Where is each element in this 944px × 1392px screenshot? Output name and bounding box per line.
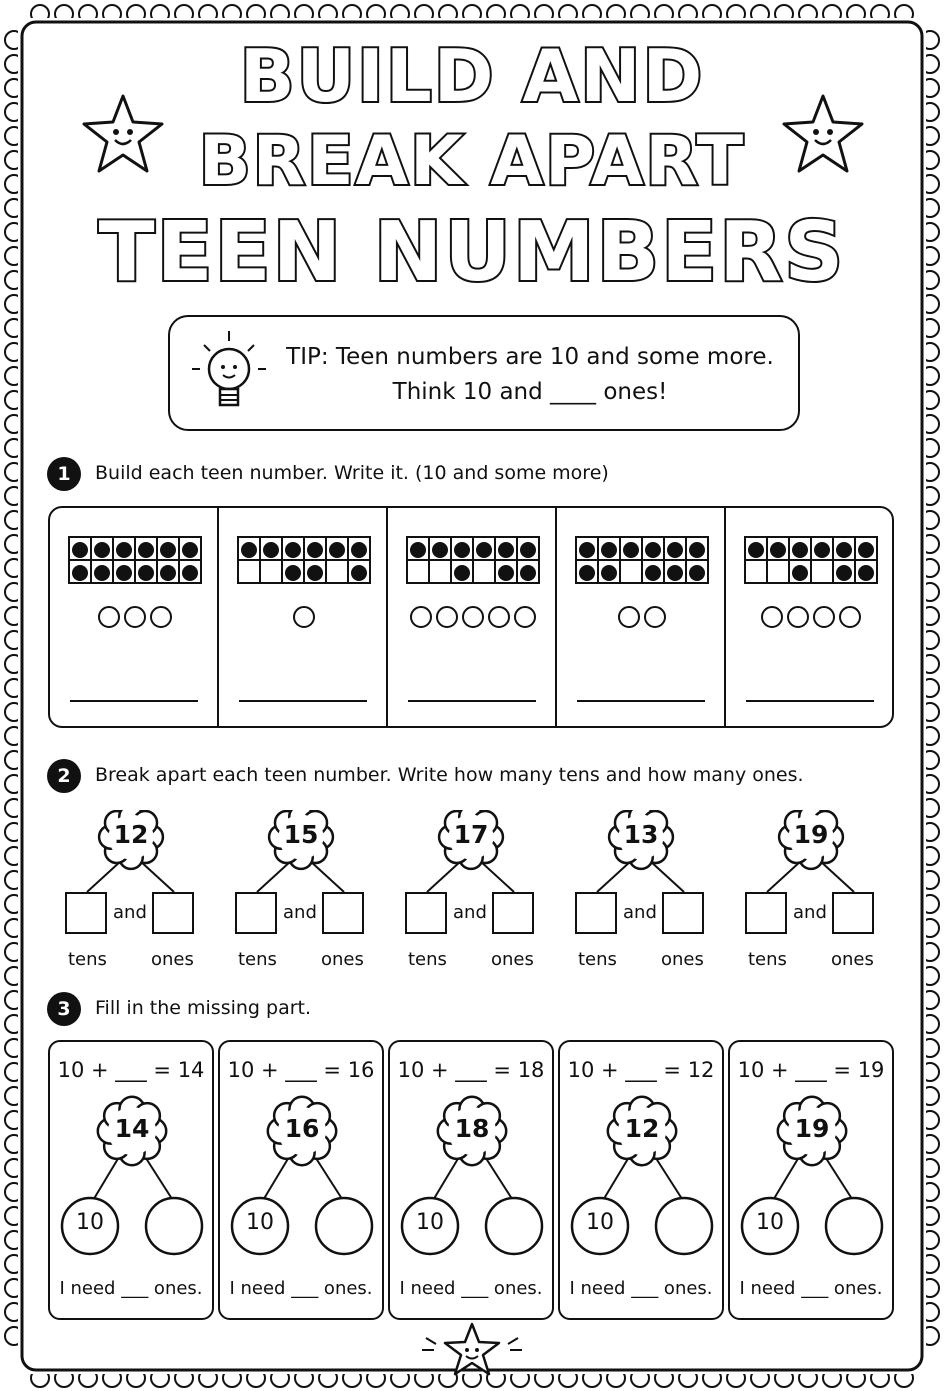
break-apart-item — [217, 810, 387, 980]
build-item — [50, 508, 219, 726]
one-circle — [618, 606, 640, 628]
counter-dot — [814, 542, 830, 558]
one-circle — [761, 606, 783, 628]
ten-frame-cell — [576, 537, 598, 560]
ten-frame-cell — [282, 560, 304, 583]
one-circle — [462, 606, 484, 628]
section-1-instruction: Build each teen number. Write it. (10 and some more) — [95, 462, 609, 484]
tip-line-1: TIP: Teen numbers are 10 and some more. — [286, 344, 774, 370]
ten-frame-cell — [135, 537, 157, 560]
ones-box[interactable] — [152, 892, 194, 934]
counter-dot — [72, 565, 88, 581]
ten-frame-cell — [855, 537, 877, 560]
ten-frame-cell — [179, 560, 201, 583]
counter-dot — [579, 565, 595, 581]
counter-dot — [476, 542, 492, 558]
answer-line[interactable] — [70, 700, 198, 702]
teen-number: 12 — [113, 820, 149, 849]
answer-line[interactable] — [746, 700, 874, 702]
part-number: 10 — [756, 1210, 784, 1235]
ten-frame-cell — [429, 537, 451, 560]
ten-frame-cell — [238, 560, 260, 583]
ten-frame — [237, 536, 371, 584]
section-3-instruction: Fill in the missing part. — [95, 997, 312, 1019]
ten-frame-cell — [811, 537, 833, 560]
ones-box[interactable] — [492, 892, 534, 934]
tens-box[interactable] — [745, 892, 787, 934]
counter-dot — [241, 542, 257, 558]
counter-dot — [623, 542, 639, 558]
smiling-star-icon-right — [778, 92, 868, 177]
ten-frame-cell — [260, 537, 282, 560]
and-label: and — [453, 902, 487, 923]
ten-frame-cell — [238, 537, 260, 560]
ten-frame-cell — [495, 560, 517, 583]
equation[interactable]: 10 + ___ = 12 — [567, 1058, 715, 1082]
ten-frame-cell — [179, 537, 201, 560]
ten-frame-cell — [517, 537, 539, 560]
whole-number: 12 — [624, 1114, 660, 1143]
teen-number: 13 — [623, 820, 659, 849]
ten-frame-cell — [473, 537, 495, 560]
one-circle — [488, 606, 510, 628]
ones-box[interactable] — [662, 892, 704, 934]
ten-frame-cell — [664, 537, 686, 560]
section-2-badge: 2 — [47, 759, 81, 793]
ten-frame-cell — [833, 537, 855, 560]
counter-dot — [858, 565, 874, 581]
build-item — [557, 508, 726, 726]
i-need-text[interactable]: I need ___ ones. — [59, 1278, 203, 1299]
i-need-text[interactable]: I need ___ ones. — [399, 1278, 543, 1299]
whole-number: 14 — [114, 1114, 150, 1143]
extra-ones — [388, 606, 557, 632]
i-need-text[interactable]: I need ___ ones. — [739, 1278, 883, 1299]
tens-label: tens — [238, 949, 277, 970]
ten-frame-cell — [326, 537, 348, 560]
ten-frame-cell — [157, 560, 179, 583]
ten-frame-cell — [620, 537, 642, 560]
ten-frame-cell — [686, 537, 708, 560]
section-3-badge: 3 — [47, 992, 81, 1026]
section-2-instruction: Break apart each teen number. Write how many tens and how many ones. — [95, 764, 804, 786]
counter-dot — [836, 542, 852, 558]
title-line-3: TEEN NUMBERS — [98, 205, 846, 300]
counter-dot — [138, 565, 154, 581]
ten-frame-cell — [833, 560, 855, 583]
counter-dot — [454, 542, 470, 558]
ten-frame-cell — [745, 560, 767, 583]
ten-frame-cell — [451, 537, 473, 560]
counter-dot — [645, 565, 661, 581]
one-circle — [293, 606, 315, 628]
tip-line-2: Think 10 and ____ ones! — [392, 379, 668, 405]
and-label: and — [113, 902, 147, 923]
tens-box[interactable] — [575, 892, 617, 934]
ten-frame-cell — [113, 560, 135, 583]
ten-frame — [406, 536, 540, 584]
part-number: 10 — [416, 1210, 444, 1235]
one-circle — [410, 606, 432, 628]
part-whole-diagram — [220, 1042, 382, 1318]
one-circle — [150, 606, 172, 628]
counter-dot — [182, 542, 198, 558]
ten-frame-cell — [517, 560, 539, 583]
tens-box[interactable] — [235, 892, 277, 934]
tens-label: tens — [748, 949, 787, 970]
tens-label: tens — [68, 949, 107, 970]
build-numbers-panel — [48, 506, 894, 728]
equation[interactable]: 10 + ___ = 16 — [227, 1058, 375, 1082]
missing-part-card — [388, 1040, 554, 1320]
counter-dot — [351, 565, 367, 581]
ten-frame-cell — [598, 560, 620, 583]
counter-dot — [285, 565, 301, 581]
part-number: 10 — [76, 1210, 104, 1235]
one-circle — [98, 606, 120, 628]
counter-dot — [116, 542, 132, 558]
ten-frame-cell — [767, 560, 789, 583]
whole-number: 16 — [284, 1114, 320, 1143]
counter-dot — [160, 542, 176, 558]
ten-frame-cell — [767, 537, 789, 560]
ten-frame-cell — [473, 560, 495, 583]
ten-frame-cell — [348, 560, 370, 583]
counter-dot — [454, 565, 470, 581]
answer-line[interactable] — [239, 700, 367, 702]
title-line-1: BUILD AND — [239, 34, 705, 118]
counter-dot — [263, 542, 279, 558]
ten-frame-cell — [451, 560, 473, 583]
counter-dot — [160, 565, 176, 581]
counter-dot — [667, 565, 683, 581]
counter-dot — [770, 542, 786, 558]
break-apart-item — [387, 810, 557, 980]
and-label: and — [283, 902, 317, 923]
ten-frame-cell — [260, 560, 282, 583]
answer-line[interactable] — [577, 700, 705, 702]
extra-ones — [726, 606, 894, 632]
ten-frame-cell — [157, 537, 179, 560]
ten-frame-cell — [91, 560, 113, 583]
smiling-star-icon-left — [78, 92, 168, 177]
ten-frame-cell — [326, 560, 348, 583]
ten-frame-cell — [664, 560, 686, 583]
equation[interactable]: 10 + ___ = 19 — [737, 1058, 885, 1082]
ten-frame-cell — [91, 537, 113, 560]
ten-frame — [575, 536, 709, 584]
missing-part-card — [48, 1040, 214, 1320]
counter-dot — [498, 542, 514, 558]
counter-dot — [836, 565, 852, 581]
whole-number: 18 — [454, 1114, 490, 1143]
one-circle — [839, 606, 861, 628]
tens-label: tens — [578, 949, 617, 970]
ten-frame-cell — [135, 560, 157, 583]
ten-frame-cell — [304, 537, 326, 560]
equation[interactable]: 10 + ___ = 18 — [397, 1058, 545, 1082]
ten-frame-cell — [282, 537, 304, 560]
break-apart-item — [557, 810, 727, 980]
i-need-text[interactable]: I need ___ ones. — [229, 1278, 373, 1299]
ones-label: ones — [491, 949, 534, 970]
counter-dot — [601, 565, 617, 581]
ten-frame-cell — [429, 560, 451, 583]
counter-dot — [579, 542, 595, 558]
build-item — [726, 508, 894, 726]
ten-frame-cell — [686, 560, 708, 583]
teen-number: 15 — [283, 820, 319, 849]
missing-part-card — [218, 1040, 384, 1320]
ten-frame-cell — [69, 560, 91, 583]
part-whole-diagram — [560, 1042, 722, 1318]
ten-frame-cell — [642, 537, 664, 560]
counter-dot — [792, 565, 808, 581]
ten-frame-cell — [789, 537, 811, 560]
counter-dot — [182, 565, 198, 581]
section-1-badge: 1 — [47, 457, 81, 491]
one-circle — [514, 606, 536, 628]
build-item — [219, 508, 388, 726]
ten-frame-cell — [789, 560, 811, 583]
ten-frame-cell — [598, 537, 620, 560]
ten-frame-cell — [113, 537, 135, 560]
ten-frame-cell — [69, 537, 91, 560]
missing-part-card — [728, 1040, 894, 1320]
and-label: and — [623, 902, 657, 923]
ones-label: ones — [661, 949, 704, 970]
ten-frame-cell — [348, 537, 370, 560]
ones-box[interactable] — [832, 892, 874, 934]
lightbulb-icon — [186, 327, 272, 423]
counter-dot — [601, 542, 617, 558]
tens-box[interactable] — [405, 892, 447, 934]
counter-dot — [792, 542, 808, 558]
tens-label: tens — [408, 949, 447, 970]
one-circle — [644, 606, 666, 628]
counter-dot — [94, 565, 110, 581]
ten-frame-cell — [642, 560, 664, 583]
counter-dot — [410, 542, 426, 558]
ten-frame-cell — [811, 560, 833, 583]
teen-number: 19 — [793, 820, 829, 849]
ten-frame-cell — [407, 537, 429, 560]
extra-ones — [219, 606, 388, 632]
ten-frame-cell — [745, 537, 767, 560]
counter-dot — [307, 565, 323, 581]
counter-dot — [94, 542, 110, 558]
counter-dot — [520, 542, 536, 558]
counter-dot — [645, 542, 661, 558]
ones-label: ones — [831, 949, 874, 970]
counter-dot — [307, 542, 323, 558]
counter-dot — [748, 542, 764, 558]
ten-frame-cell — [855, 560, 877, 583]
teen-number: 17 — [453, 820, 489, 849]
part-number: 10 — [586, 1210, 614, 1235]
ones-label: ones — [321, 949, 364, 970]
break-apart-item — [47, 810, 217, 980]
extra-ones — [557, 606, 726, 632]
ten-frame-cell — [495, 537, 517, 560]
counter-dot — [432, 542, 448, 558]
part-number: 10 — [246, 1210, 274, 1235]
part-whole-diagram — [50, 1042, 212, 1318]
answer-line[interactable] — [408, 700, 536, 702]
counter-dot — [285, 542, 301, 558]
ten-frame-cell — [407, 560, 429, 583]
extra-ones — [50, 606, 219, 632]
counter-dot — [858, 542, 874, 558]
ten-frame-cell — [304, 560, 326, 583]
bottom-star-icon — [418, 1318, 526, 1380]
ten-frame-cell — [576, 560, 598, 583]
tens-box[interactable] — [65, 892, 107, 934]
ones-label: ones — [151, 949, 194, 970]
title-line-2: BREAK APART — [198, 122, 746, 201]
counter-dot — [667, 542, 683, 558]
counter-dot — [689, 542, 705, 558]
counter-dot — [351, 542, 367, 558]
counter-dot — [116, 565, 132, 581]
ones-box[interactable] — [322, 892, 364, 934]
part-whole-diagram — [730, 1042, 892, 1318]
counter-dot — [498, 565, 514, 581]
counter-dot — [520, 565, 536, 581]
one-circle — [124, 606, 146, 628]
counter-dot — [138, 542, 154, 558]
and-label: and — [793, 902, 827, 923]
counter-dot — [72, 542, 88, 558]
ten-frame — [744, 536, 878, 584]
i-need-text[interactable]: I need ___ ones. — [569, 1278, 713, 1299]
whole-number: 19 — [794, 1114, 830, 1143]
ten-frame — [68, 536, 202, 584]
build-item — [388, 508, 557, 726]
one-circle — [813, 606, 835, 628]
equation[interactable]: 10 + ___ = 14 — [57, 1058, 205, 1082]
ten-frame-cell — [620, 560, 642, 583]
one-circle — [787, 606, 809, 628]
part-whole-diagram — [390, 1042, 552, 1318]
counter-dot — [329, 542, 345, 558]
break-apart-item — [727, 810, 897, 980]
one-circle — [436, 606, 458, 628]
tip-box — [168, 315, 800, 431]
counter-dot — [689, 565, 705, 581]
missing-part-card — [558, 1040, 724, 1320]
